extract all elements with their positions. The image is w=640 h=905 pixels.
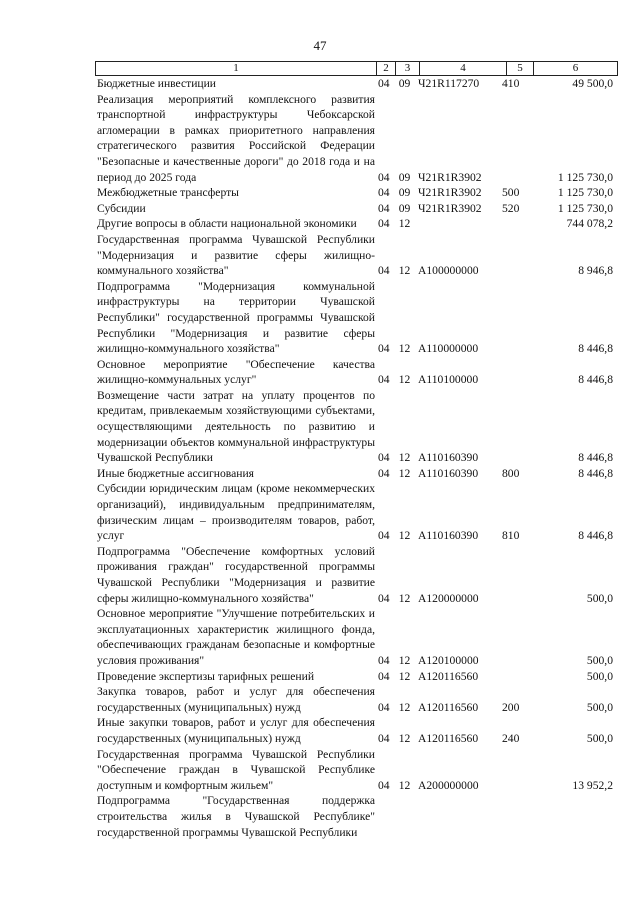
row-target-article: Ч21R117270 xyxy=(418,77,480,90)
row-section: 04 xyxy=(378,201,390,215)
row-expense-type: 500 xyxy=(502,186,520,200)
row-amount: 8 446,8 xyxy=(578,373,613,387)
row-target-article: Ч21R1R3902 xyxy=(418,201,482,215)
row-section: 04 xyxy=(378,170,390,184)
table-row xyxy=(95,669,613,685)
row-subsection: 12 xyxy=(398,264,411,278)
row-section: 04 xyxy=(378,466,390,480)
row-target-article: А110100000 xyxy=(418,373,479,387)
table-row xyxy=(95,357,613,388)
row-amount: 1 125 730,0 xyxy=(557,201,613,215)
row-target-article: А120116560 xyxy=(418,700,479,714)
table-row xyxy=(95,606,613,668)
row-subsection: 12 xyxy=(398,700,411,714)
row-section: 04 xyxy=(378,591,390,605)
row-amount: 500,0 xyxy=(586,591,613,605)
row-section: 04 xyxy=(378,653,390,667)
row-name: Бюджетные инвестиции xyxy=(97,77,217,90)
row-subsection: 12 xyxy=(398,373,411,387)
table-row xyxy=(95,715,613,746)
row-name: Реализация мероприятий комплексного развития транспортной инфраструктуры Чебоксарской агломерации в рамках приоритетного направления стратегического развития Российской Федерации "Безопасные и качественные дороги" до 2018 года и на период до 2025 года xyxy=(97,92,375,184)
header-col-5: 5 xyxy=(507,62,534,75)
row-name: Закупка товаров, работ и услуг для обеспечения государственных (муниципальных) нужд xyxy=(97,685,375,714)
row-section: 04 xyxy=(378,217,390,231)
row-subsection: 12 xyxy=(398,731,411,745)
header-col-3: 3 xyxy=(396,62,420,75)
table-row xyxy=(95,388,613,466)
row-target-article: А120116560 xyxy=(418,731,479,745)
row-name: Субсидии юридическим лицам (кроме некоммерческих организаций), индивидуальным предпринимателям, физическим лицам – производителям товаров, работ, услуг xyxy=(97,482,375,543)
page-number: 47 xyxy=(313,38,327,53)
header-col-1: 1 xyxy=(96,62,377,75)
row-name: Межбюджетные трансферты xyxy=(97,186,239,200)
row-expense-type: 410 xyxy=(502,77,520,90)
row-subsection: 12 xyxy=(398,653,411,667)
row-expense-type: 240 xyxy=(502,731,520,745)
row-target-article: А110160390 xyxy=(418,529,479,543)
row-target-article: А120100000 xyxy=(418,653,479,667)
table-row xyxy=(95,684,613,715)
row-section: 04 xyxy=(378,373,390,387)
row-amount: 500,0 xyxy=(586,669,613,683)
table-row xyxy=(95,481,613,543)
row-subsection: 09 xyxy=(398,170,411,184)
row-section: 04 xyxy=(378,700,390,714)
row-target-article: А120000000 xyxy=(418,591,479,605)
header-col-6: 6 xyxy=(572,62,579,74)
row-subsection: 12 xyxy=(398,778,411,792)
table-body xyxy=(95,76,613,840)
row-amount: 500,0 xyxy=(586,700,613,714)
table-row xyxy=(95,466,613,482)
row-target-article: А110160390 xyxy=(418,466,479,480)
table-row xyxy=(95,544,613,606)
row-expense-type: 520 xyxy=(502,201,520,215)
row-target-article: А110000000 xyxy=(418,342,479,356)
row-subsection: 12 xyxy=(398,451,411,465)
table-row xyxy=(95,279,613,357)
row-target-article: А100000000 xyxy=(418,264,479,278)
table-row xyxy=(95,232,613,279)
row-target-article: Ч21R1R3902 xyxy=(418,186,482,200)
row-amount: 744 078,2 xyxy=(566,217,613,231)
row-expense-type: 810 xyxy=(502,529,520,543)
header-col-2: 2 xyxy=(377,62,396,75)
row-section: 04 xyxy=(378,731,390,745)
row-name: Основное мероприятие "Обеспечение качества жилищно-коммунальных услуг" xyxy=(97,357,375,387)
row-subsection: 12 xyxy=(398,669,411,683)
row-subsection: 12 xyxy=(398,466,411,480)
row-name: Иные бюджетные ассигнования xyxy=(97,466,254,480)
row-name: Государственная программа Чувашской Республики "Обеспечение граждан в Чувашской Республике доступным и комфортным жильем" xyxy=(97,747,375,792)
table-row xyxy=(95,76,613,92)
table-row xyxy=(95,201,613,217)
row-amount: 1 125 730,0 xyxy=(557,186,613,200)
row-target-article: А200000000 xyxy=(418,778,479,792)
row-name: Иные закупки товаров, работ и услуг для обеспечения государственных (муниципальных) нужд xyxy=(97,716,375,745)
row-amount: 500,0 xyxy=(586,731,613,745)
row-subsection: 09 xyxy=(398,77,411,90)
row-subsection: 12 xyxy=(398,529,411,543)
row-name: Подпрограмма "Государственная поддержка строительства жилья в Чувашской Республике" государственной программы Чувашской Республики xyxy=(97,794,375,839)
row-section: 04 xyxy=(378,669,390,683)
row-expense-type: 800 xyxy=(502,466,520,480)
row-name: Возмещение части затрат на уплату процентов по кредитам, привлекаемым хозяйствующими субъектами, осуществляющими деятельность по развитию и модернизации объектов коммунальной инфраструктуры Чувашской Республики xyxy=(97,388,375,465)
row-target-article: Ч21R1R3902 xyxy=(418,170,482,184)
row-expense-type: 200 xyxy=(502,700,520,714)
row-subsection: 09 xyxy=(398,186,411,200)
row-target-article: А120116560 xyxy=(418,669,479,683)
row-amount: 1 125 730,0 xyxy=(557,170,613,184)
row-amount: 13 952,2 xyxy=(572,778,613,792)
table-row xyxy=(95,216,613,232)
row-amount: 49 500,0 xyxy=(572,77,613,90)
table-row xyxy=(95,92,613,186)
row-section: 04 xyxy=(378,186,390,200)
row-amount: 500,0 xyxy=(586,653,613,667)
row-subsection: 12 xyxy=(398,217,411,231)
row-name: Государственная программа Чувашской Республики "Модернизация и развитие сферы жилищно-коммунального хозяйства" xyxy=(97,232,375,278)
header-col-4: 4 xyxy=(420,62,507,75)
row-subsection: 12 xyxy=(398,591,411,605)
row-amount: 8 446,8 xyxy=(578,451,613,465)
row-section: 04 xyxy=(378,529,390,543)
table-row xyxy=(95,185,613,201)
row-name: Субсидии xyxy=(97,201,146,215)
row-section: 04 xyxy=(378,451,390,465)
row-name: Основное мероприятие "Улучшение потребительских и эксплуатационных характеристик жилищного фонда, обеспечивающих гражданам безопасные и комфортные условия проживания" xyxy=(97,607,375,667)
table-row xyxy=(95,747,613,794)
table-header xyxy=(95,61,618,76)
row-amount: 8 446,8 xyxy=(578,529,613,543)
row-amount: 8 946,8 xyxy=(578,264,613,278)
row-subsection: 09 xyxy=(398,201,411,215)
row-name: Подпрограмма "Модернизация коммунальной инфраструктуры на территории Чувашской Республики" государственной программы Чувашской Республики "Модернизация и развитие сферы жилищно-коммунального хозяйства" xyxy=(97,279,375,356)
row-name: Другие вопросы в области национальной экономики xyxy=(97,217,357,231)
row-subsection: 12 xyxy=(398,342,411,356)
row-target-article: А110160390 xyxy=(418,451,479,465)
row-section: 04 xyxy=(378,264,390,278)
row-amount: 8 446,8 xyxy=(578,342,613,356)
row-section: 04 xyxy=(378,77,390,90)
row-section: 04 xyxy=(378,778,390,792)
table-row xyxy=(95,793,613,840)
row-name: Подпрограмма "Обеспечение комфортных условий проживания граждан" государственной программы Чувашской Республики "Модернизация и развитие сферы жилищно-коммунального хозяйства" xyxy=(97,544,375,605)
row-section: 04 xyxy=(378,342,390,356)
row-name: Проведение экспертизы тарифных решений xyxy=(97,669,315,683)
row-amount: 8 446,8 xyxy=(578,466,613,480)
